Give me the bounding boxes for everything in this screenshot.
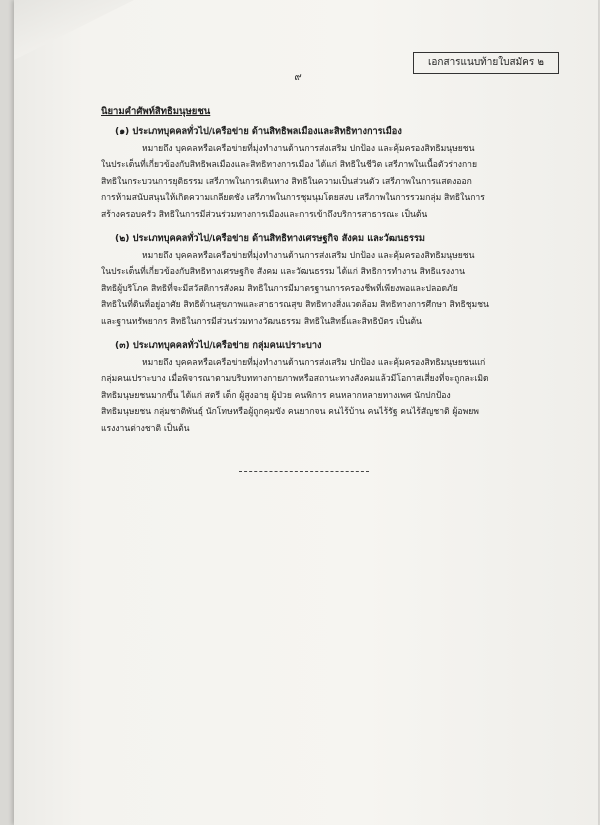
section-text-line: สิทธิมนุษยชนมากขึ้น ได้แก่ สตรี เด็ก ผู้สูงอายุ ผู้ป่วย คนพิการ คนหลากหลายทางเพศ นักปกป้อง: [101, 390, 451, 401]
page-number: ๙: [294, 72, 302, 83]
section-text-line: สิทธิผู้บริโภค สิทธิที่จะมีสวัสดิการสังคม สิทธิในการมีมาตรฐานการครองชีพที่เพียงพอและปลอดภัย: [101, 283, 458, 294]
section-text-line: กลุ่มคนเปราะบาง เมื่อพิจารณาตามบริบททางกายภาพหรือสถานะทางสังคมแล้วมีโอกาสเสี่ยงที่จะถูกละเมิด: [101, 374, 489, 385]
section-text-line: หมายถึง บุคคลหรือเครือข่ายที่มุ่งทำงานด้านการส่งเสริม ปกป้อง และคุ้มครองสิทธิมนุษยชน: [142, 144, 475, 154]
end-of-document-rule: [239, 471, 369, 472]
section-text-line: และฐานทรัพยากร สิทธิในการมีส่วนร่วมทางวัฒนธรรม สิทธิในสิทธิ์และสิทธิบัตร เป็นต้น: [101, 316, 422, 327]
section-text-line: หมายถึง บุคคลหรือเครือข่ายที่มุ่งทำงานด้านการส่งเสริม ปกป้อง และคุ้มครองสิทธิมนุษยชน: [142, 251, 475, 262]
section-civil-political-rights: [101, 125, 563, 223]
section-economic-social-cultural-rights: [101, 232, 563, 330]
section-heading: (๒) ประเภทบุคคลทั่วไป/เครือข่าย ด้านสิทธิทางเศรษฐกิจ สังคม และวัฒนธรรม: [115, 233, 425, 245]
document-body: [101, 105, 563, 446]
section-text-line: สิทธิในที่ดินที่อยู่อาศัย สิทธิด้านสุขภาพและสาธารณสุข สิทธิทางสิ่งแวดล้อม สิทธิทางการศึกษา สิทธิชุมชน: [101, 300, 489, 311]
attachment-label: เอกสารแนบท้ายใบสมัคร ๒: [427, 57, 545, 68]
section-text-line: สิทธิมนุษยชน กลุ่มชาติพันธุ์ นักโทษหรือผู้ถูกคุมขัง คนยากจน คนไร้บ้าน คนไร้รัฐ คนไร้สัญชาติ ผู้อพยพ: [101, 407, 479, 418]
document-title: นิยามคำศัพท์สิทธิมนุษยชน: [101, 106, 211, 117]
section-text-line: สร้างครอบครัว สิทธิในการมีส่วนร่วมทางการเมืองและการเข้าถึงบริการสาธารณะ เป็นต้น: [101, 209, 428, 220]
attachment-label-box: [413, 52, 559, 74]
section-text-line: หมายถึง บุคคลหรือเครือข่ายที่มุ่งทำงานด้านการส่งเสริม ปกป้อง และคุ้มครองสิทธิมนุษยชนแก่: [142, 358, 486, 369]
section-text-line: ในประเด็นที่เกี่ยวข้องกับสิทธิพลเมืองและสิทธิทางการเมือง ได้แก่ สิทธิในชีวิต เสรีภาพในเนื้อตัวร่างกาย: [101, 160, 478, 171]
section-heading: (๑) ประเภทบุคคลทั่วไป/เครือข่าย ด้านสิทธิพลเมืองและสิทธิทางการเมือง: [115, 126, 402, 137]
section-text-line: แรงงานต่างชาติ เป็นต้น: [101, 423, 190, 434]
section-vulnerable-groups: [101, 339, 563, 437]
section-text-line: ในประเด็นที่เกี่ยวข้องกับสิทธิทางเศรษฐกิจ สังคม และวัฒนธรรม ได้แก่ สิทธิการทำงาน สิทธิแรงงาน: [101, 267, 465, 278]
section-text-line: สิทธิในกระบวนการยุติธรรม เสรีภาพในการเดินทาง สิทธิในความเป็นส่วนตัว เสรีภาพในการแสดงออก: [101, 176, 472, 187]
section-text-line: การห้ามสนับสนุนให้เกิดความเกลียดชัง เสรีภาพในการชุมนุมโดยสงบ เสรีภาพในการรวมกลุ่ม สิทธิในการ: [101, 193, 485, 204]
section-heading: (๓) ประเภทบุคคลทั่วไป/เครือข่าย กลุ่มคนเปราะบาง: [115, 340, 322, 352]
